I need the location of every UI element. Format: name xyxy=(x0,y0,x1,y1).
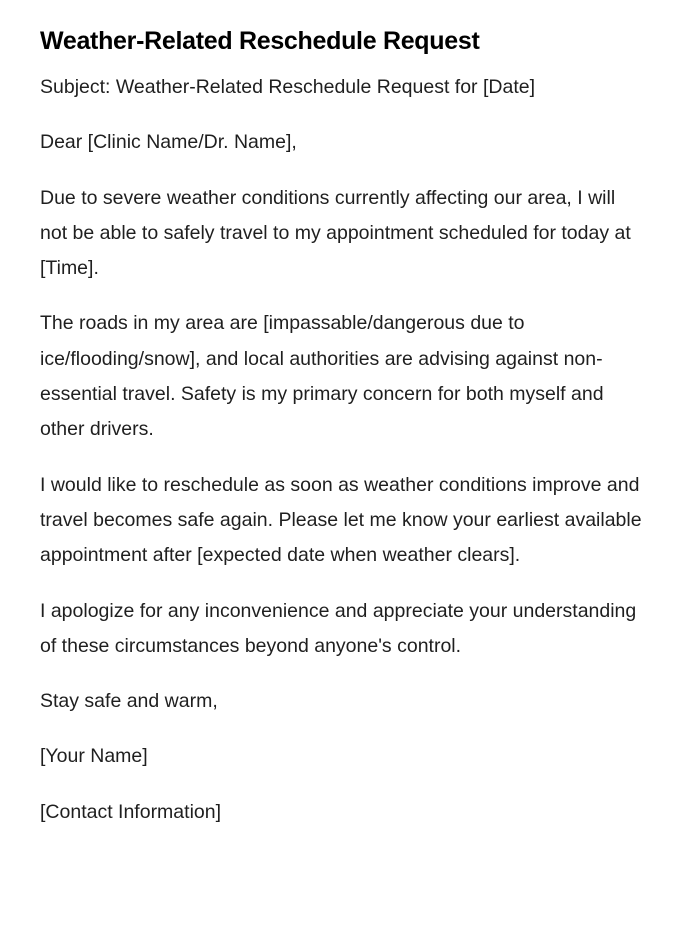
document-title: Weather-Related Reschedule Request xyxy=(40,27,480,55)
salutation: Dear [Clinic Name/Dr. Name], xyxy=(40,131,297,154)
subject-line: Subject: Weather-Related Reschedule Request for [Date] xyxy=(40,76,535,98)
closing-line: Stay safe and warm, xyxy=(40,690,218,713)
contact-information: [Contact Information] xyxy=(40,800,222,823)
signature-name: [Your Name] xyxy=(40,745,148,768)
body-paragraph: The roads in my area are [impassable/dangerous due to ice/flooding/snow], and local authorities are advising against non-essential travel. Safety is my primary concern for both myself and other drivers. xyxy=(40,312,604,441)
body-paragraph: I apologize for any inconvenience and appreciate your understanding of these circumstances beyond anyone's control. xyxy=(40,599,637,657)
body-paragraph: Due to severe weather conditions currently affecting our area, I will not be able to safely travel to my appointment scheduled for today at [Time]. xyxy=(40,186,631,280)
letter-document xyxy=(40,24,645,830)
body-paragraph: I would like to reschedule as soon as weather conditions improve and travel becomes safe again. Please let me know your earliest available appointment after [expected date when weather clears]. xyxy=(40,473,642,567)
